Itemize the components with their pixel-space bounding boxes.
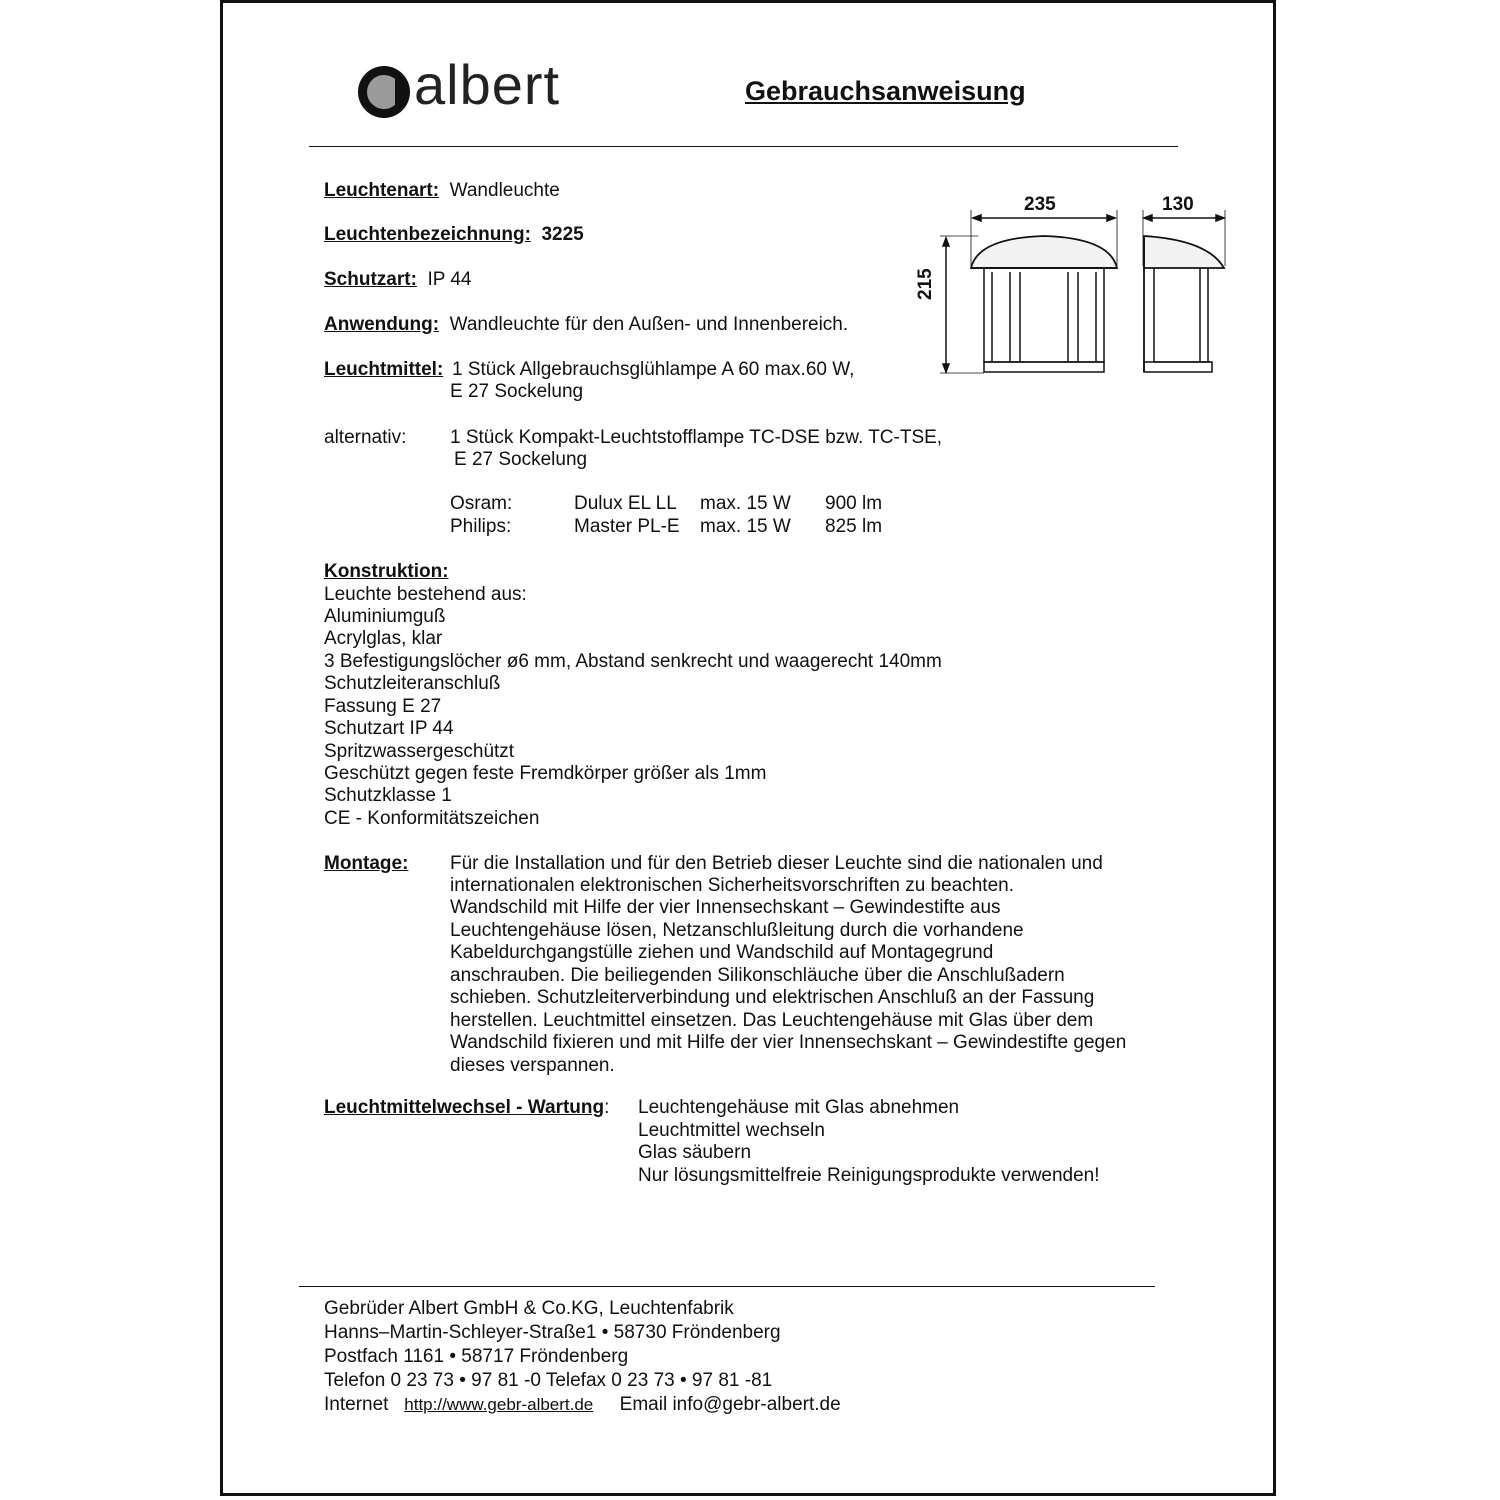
footer-postfach-number: Postfach 1161 — [324, 1346, 445, 1367]
spec-value-alternativ-2: E 27 Sockelung — [454, 449, 588, 470]
footer-web — [324, 1393, 841, 1417]
spec-anwendung — [324, 314, 848, 337]
lamp-brand: Osram: — [450, 493, 513, 514]
konstruktion-line: Aluminiumguß — [324, 606, 446, 627]
bullet-icon: • — [449, 1346, 457, 1367]
dimension-depth: 130 — [1162, 194, 1194, 215]
montage-line: Für die Installation und für den Betrieb dieser Leuchte sind die nationalen und — [450, 853, 1103, 874]
footer-postfach — [324, 1345, 628, 1369]
konstruktion-heading: Konstruktion: — [324, 561, 449, 582]
lamp-model: Dulux EL LL — [574, 493, 677, 514]
spec-value: IP 44 — [427, 269, 472, 290]
konstruktion-line: Fassung E 27 — [324, 696, 442, 717]
lamp-power: max. 15 W — [700, 493, 791, 514]
montage-line: Wandschild mit Hilfe der vier Innensechskant – Gewindestifte aus — [450, 897, 1001, 918]
lamp-brand: Philips: — [450, 516, 512, 537]
page-title: Gebrauchsanweisung — [745, 76, 1026, 106]
spec-schutzart — [324, 269, 472, 292]
footer-fax-suffix: 97 81 -81 — [691, 1370, 773, 1391]
montage-line: Kabeldurchgangstülle ziehen und Wandschild auf Montagegrund — [450, 942, 994, 963]
footer-company: Gebrüder Albert GmbH & Co.KG, Leuchtenfabrik — [324, 1298, 734, 1319]
lamp-lumen: 900 lm — [825, 493, 883, 514]
footer-phone-prefix: Telefon 0 23 73 — [324, 1370, 454, 1391]
montage-line: anschrauben. Die beiliegenden Silikonschläuche über die Anschlußadern — [450, 965, 1065, 986]
konstruktion-line: 3 Befestigungslöcher ø6 mm, Abstand senkrecht und waagerecht 140mm — [324, 651, 942, 672]
lamp-lumen: 825 lm — [825, 516, 883, 537]
spec-bezeichnung — [324, 224, 584, 247]
montage-line: internationalen elektronischen Sicherheitsvorschriften zu beachten. — [450, 875, 1014, 896]
wartung-line: Nur lösungsmittelfreie Reinigungsprodukte verwenden! — [638, 1165, 1100, 1186]
footer-phone-mid: 97 81 -0 Telefax 0 23 73 — [471, 1370, 675, 1391]
montage-line: schieben. Schutzleiterverbindung und elektrischen Anschluß an der Fassung — [450, 987, 1095, 1008]
spec-label: Leuchtenbezeichnung: — [324, 224, 531, 245]
spec-label-alternativ: alternativ: — [324, 427, 407, 448]
spec-value: Wandleuchte für den Außen- und Innenbereich. — [449, 314, 849, 335]
wartung-line: Leuchtengehäuse mit Glas abnehmen — [638, 1097, 960, 1118]
konstruktion-line: Schutzart IP 44 — [324, 718, 454, 739]
montage-heading: Montage: — [324, 853, 409, 874]
bullet-icon: • — [459, 1370, 466, 1391]
dimension-width: 235 — [1024, 194, 1056, 215]
konstruktion-line: Schutzklasse 1 — [324, 785, 452, 806]
montage-line: herstellen. Leuchtmittel einsetzen. Das Leuchtengehäuse mit Glas über dem — [450, 1010, 1094, 1031]
footer-email[interactable]: Email info@gebr-albert.de — [619, 1394, 841, 1415]
spec-label: Leuchtenart: — [324, 180, 440, 201]
konstruktion-line: Geschützt gegen feste Fremdkörper größer als 1mm — [324, 763, 767, 784]
footer-divider — [299, 1286, 1155, 1287]
wartung-line: Leuchtmittel wechseln — [638, 1120, 825, 1141]
dimension-height: 215 — [915, 268, 936, 300]
albert-logo-icon — [355, 64, 415, 120]
konstruktion-line: Schutzleiteranschluß — [324, 673, 501, 694]
konstruktion-line: Spritzwassergeschützt — [324, 741, 515, 762]
luminaire-dimension-drawing — [918, 190, 1228, 380]
spec-value-leuchtmittel-1: 1 Stück Allgebrauchsglühlampe A 60 max.60 W, — [452, 359, 855, 380]
header-divider — [309, 146, 1178, 147]
footer-internet-label: Internet — [324, 1394, 389, 1415]
wartung-heading — [324, 1097, 609, 1120]
spec-label: Anwendung: — [324, 314, 440, 335]
footer-postfach-city: 58717 Fröndenberg — [461, 1346, 629, 1367]
montage-line: Wandschild fixieren und mit Hilfe der vier Innensechskant – Gewindestifte gegen — [450, 1032, 1127, 1053]
logo-text: albert — [414, 53, 561, 116]
footer-phone — [324, 1369, 772, 1393]
konstruktion-line: Acrylglas, klar — [324, 628, 443, 649]
montage-line: dieses verspannen. — [450, 1055, 615, 1076]
wartung-colon: : — [604, 1097, 610, 1118]
wartung-line: Glas säubern — [638, 1142, 752, 1163]
lamp-power: max. 15 W — [700, 516, 791, 537]
spec-label: Schutzart: — [324, 269, 417, 290]
spec-value: 3225 — [541, 224, 584, 245]
footer-address — [324, 1321, 781, 1345]
bullet-icon: • — [601, 1322, 609, 1343]
spec-value-leuchtmittel-2: E 27 Sockelung — [450, 381, 584, 402]
spec-leuchtenart — [324, 180, 560, 203]
spec-value: Wandleuchte — [449, 180, 560, 201]
footer-city: 58730 Fröndenberg — [613, 1322, 781, 1343]
konstruktion-line: CE - Konformitätszeichen — [324, 808, 540, 829]
wartung-label: Leuchtmittelwechsel - Wartung — [324, 1097, 605, 1118]
footer-street: Hanns–Martin-Schleyer-Straße1 — [324, 1322, 597, 1343]
spec-value-alternativ-1: 1 Stück Kompakt-Leuchtstofflampe TC-DSE bzw. TC-TSE, — [450, 427, 943, 448]
konstruktion-line: Leuchte bestehend aus: — [324, 584, 527, 605]
website-link[interactable]: http://www.gebr-albert.de — [404, 1395, 594, 1414]
montage-line: Leuchtengehäuse lösen, Netzanschlußleitung durch die vorhandene — [450, 920, 1024, 941]
lamp-model: Master PL-E — [574, 516, 680, 537]
bullet-icon: • — [679, 1370, 687, 1391]
spec-label-leuchtmittel: Leuchtmittel: — [324, 359, 444, 380]
